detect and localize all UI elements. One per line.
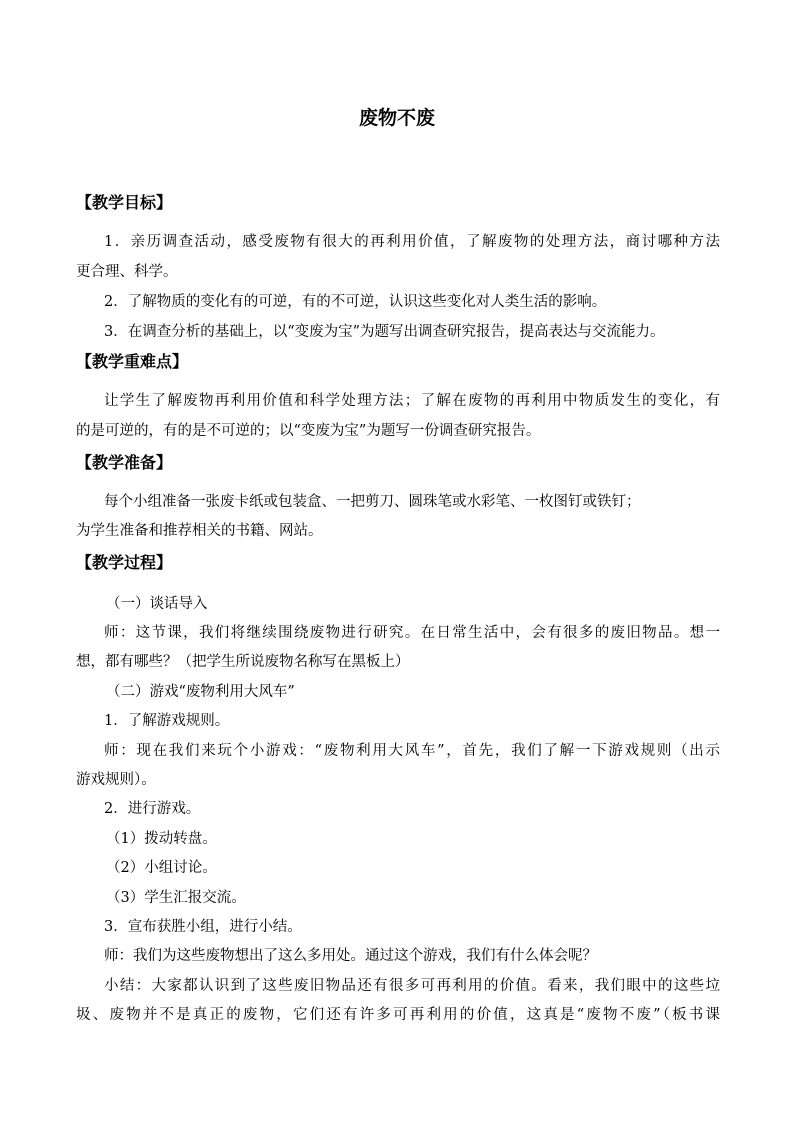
paragraph-line: （2）小组讨论。	[106, 860, 217, 876]
paragraph-line: 小结：大家都认识到了这些废旧物品还有很多可再利用的价值。看来，我们眼中的这些垃	[104, 978, 720, 994]
document-title: 废物不废	[358, 107, 435, 129]
paragraph-line: 师：这节课，我们将继续围绕废物进行研究。在日常生活中，会有很多的废旧物品。想一	[104, 625, 720, 641]
paragraph-line: 1．了解游戏规则。	[104, 713, 230, 729]
paragraph-line: 2．进行游戏。	[104, 801, 201, 817]
heading-preparation: 【教学准备】	[76, 453, 173, 472]
paragraph-line: 2．了解物质的变化有的可逆，有的不可逆，认识这些变化对人类生活的影响。	[104, 294, 607, 310]
paragraph-line: 师：我们为这些废物想出了这么多用处。通过这个游戏，我们有什么体会呢？	[104, 948, 597, 964]
paragraph-line: （3）学生汇报交流。	[106, 890, 246, 906]
heading-process: 【教学过程】	[76, 553, 173, 572]
paragraph-line: 师：现在我们来玩个小游戏：“废物利用大风车”，首先，我们了解一下游戏规则（出示	[104, 743, 720, 759]
paragraph-line: 为学生准备和推荐相关的书籍、网站。	[76, 523, 323, 539]
paragraph-line: 更合理、科学。	[76, 264, 178, 280]
paragraph-line: 圾、废物并不是真正的废物，它们还有许多可再利用的价值，这真是“废物不废”（板书课	[76, 1007, 720, 1023]
paragraph-line: 的是可逆的，有的是不可逆的；以“变废为宝”为题写一份调查研究报告。	[76, 423, 541, 439]
paragraph-line: 想，都有哪些？（把学生所说废物名称写在黑板上）	[76, 654, 410, 670]
paragraph-line: 3．宣布获胜小组，进行小结。	[104, 919, 302, 935]
heading-key-points: 【教学重难点】	[76, 352, 189, 371]
paragraph-line: 游戏规则）。	[76, 772, 156, 788]
paragraph-line: （1）拨动转盘。	[106, 831, 217, 847]
paragraph-line: 1．亲历调查活动，感受废物有很大的再利用价值，了解废物的处理方法，商讨哪种方法	[104, 234, 720, 250]
heading-teaching-goals: 【教学目标】	[76, 193, 173, 212]
paragraph-line: （二）游戏“废物利用大风车”	[106, 684, 295, 700]
paragraph-line: 让学生了解废物再利用价值和科学处理方法；了解在废物的再利用中物质发生的变化，有	[104, 393, 720, 409]
paragraph-line: 3．在调查分析的基础上，以“变废为宝”为题写出调查研究报告，提高表达与交流能力。	[104, 324, 665, 340]
paragraph-line: （一）谈话导入	[106, 596, 208, 612]
paragraph-line: 每个小组准备一张废卡纸或包装盒、一把剪刀、圆珠笔或水彩笔、一枚图钉或铁钉；	[104, 494, 641, 510]
